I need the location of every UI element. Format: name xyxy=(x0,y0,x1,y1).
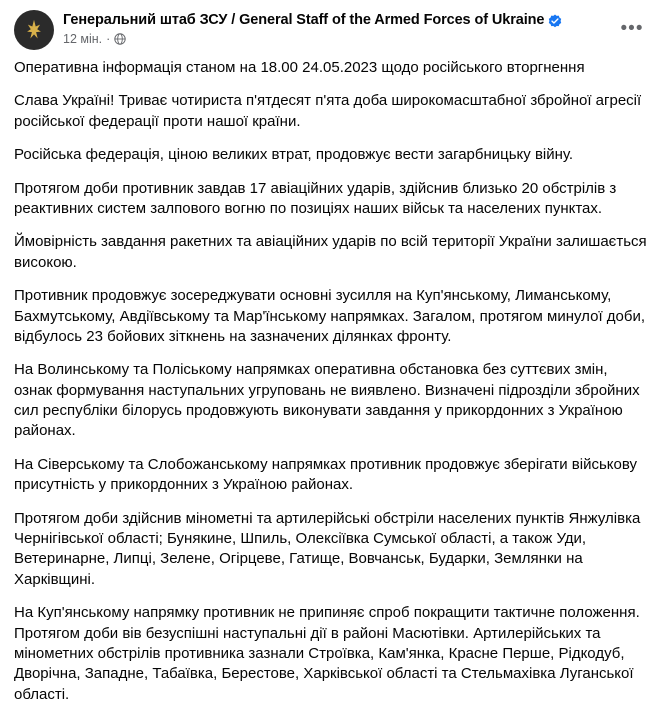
post-body xyxy=(14,58,648,711)
post-author-name[interactable]: Генеральний штаб ЗСУ / General Staff of the Armed Forces of Ukraine xyxy=(63,12,545,28)
military-emblem-icon xyxy=(27,19,42,41)
post-paragraph: Російська федерація, ціною великих втрат, продовжує вести загарбницьку війну. xyxy=(14,146,574,164)
post-paragraph: На Куп'янському напрямку противник не припиняє спроб покращити тактичне положення. Протягом доби вів безуспішні наступальні дії в районі Масютівки. Артилерійських та мінометних обстрілів противника зазнали Строївка, Кам'янка, Красне Перше, Рідкодуб, Дворічна, Западне, Табаївка, Берестове, Харківської області та Стельмахівка Луганської області. xyxy=(14,604,640,703)
post-paragraph: Слава Україні! Триває чотириста п'ятдесят п'ята доба широкомасштабної збройної агресії російської федерації проти нашої країни. xyxy=(14,92,642,130)
post-header-text xyxy=(63,10,648,46)
post-header xyxy=(14,10,648,50)
post-paragraph: Протягом доби противник завдав 17 авіаційних ударів, здійснив близько 20 обстрілів з реактивних систем залпового вогню по позиціях наших військ та населених пунктах. xyxy=(14,179,617,217)
post-paragraph: Протягом доби здійснив мінометні та артилерійські обстріли населених пунктів Янжулівка Чернігівської області; Бунякине, Шпиль, Олексіївка Сумської області, а також Уди, Ветеринарне, Липці, Зелене, Огірцеве, Гатище, Вовчанськ, Бударки, Землянки на Харківщині. xyxy=(14,509,641,588)
avatar[interactable] xyxy=(14,10,54,50)
post-paragraph: На Волинському та Поліському напрямках оперативна обстановка без суттєвих змін, ознак формування наступальних угруповань не виявлено. Визначені підрозділи збройних сил республіки білорусь продовжують виконувати завдання у прикордонних з Україною районах. xyxy=(14,361,640,440)
verified-badge-icon xyxy=(548,14,562,28)
author-row xyxy=(63,11,648,29)
post-meta xyxy=(63,32,648,46)
post-paragraph: Оперативна інформація станом на 18.00 24.05.2023 щодо російського вторгнення xyxy=(14,59,585,76)
globe-icon[interactable] xyxy=(114,33,126,45)
post-paragraph: Ймовірність завдання ракетних та авіаційних ударів по всій території України залишається високою. xyxy=(14,233,647,271)
post-more-options-button[interactable]: ••• xyxy=(620,17,644,39)
post-paragraph: Противник продовжує зосереджувати основні зусилля на Куп'янському, Лиманському, Бахмутському, Авдіївському та Мар'їнському напрямках. Загалом, протягом минулої доби, відбулось 23 бойових зіткнень на зазначених ділянках фронту. xyxy=(14,287,646,345)
meta-separator: · xyxy=(106,32,111,46)
post-paragraph: На Сіверському та Слобожанському напрямках противник продовжує зберігати військову присутність у прикордонних з Україною районах. xyxy=(14,455,637,494)
post-timestamp[interactable]: 12 мін. xyxy=(63,32,103,46)
